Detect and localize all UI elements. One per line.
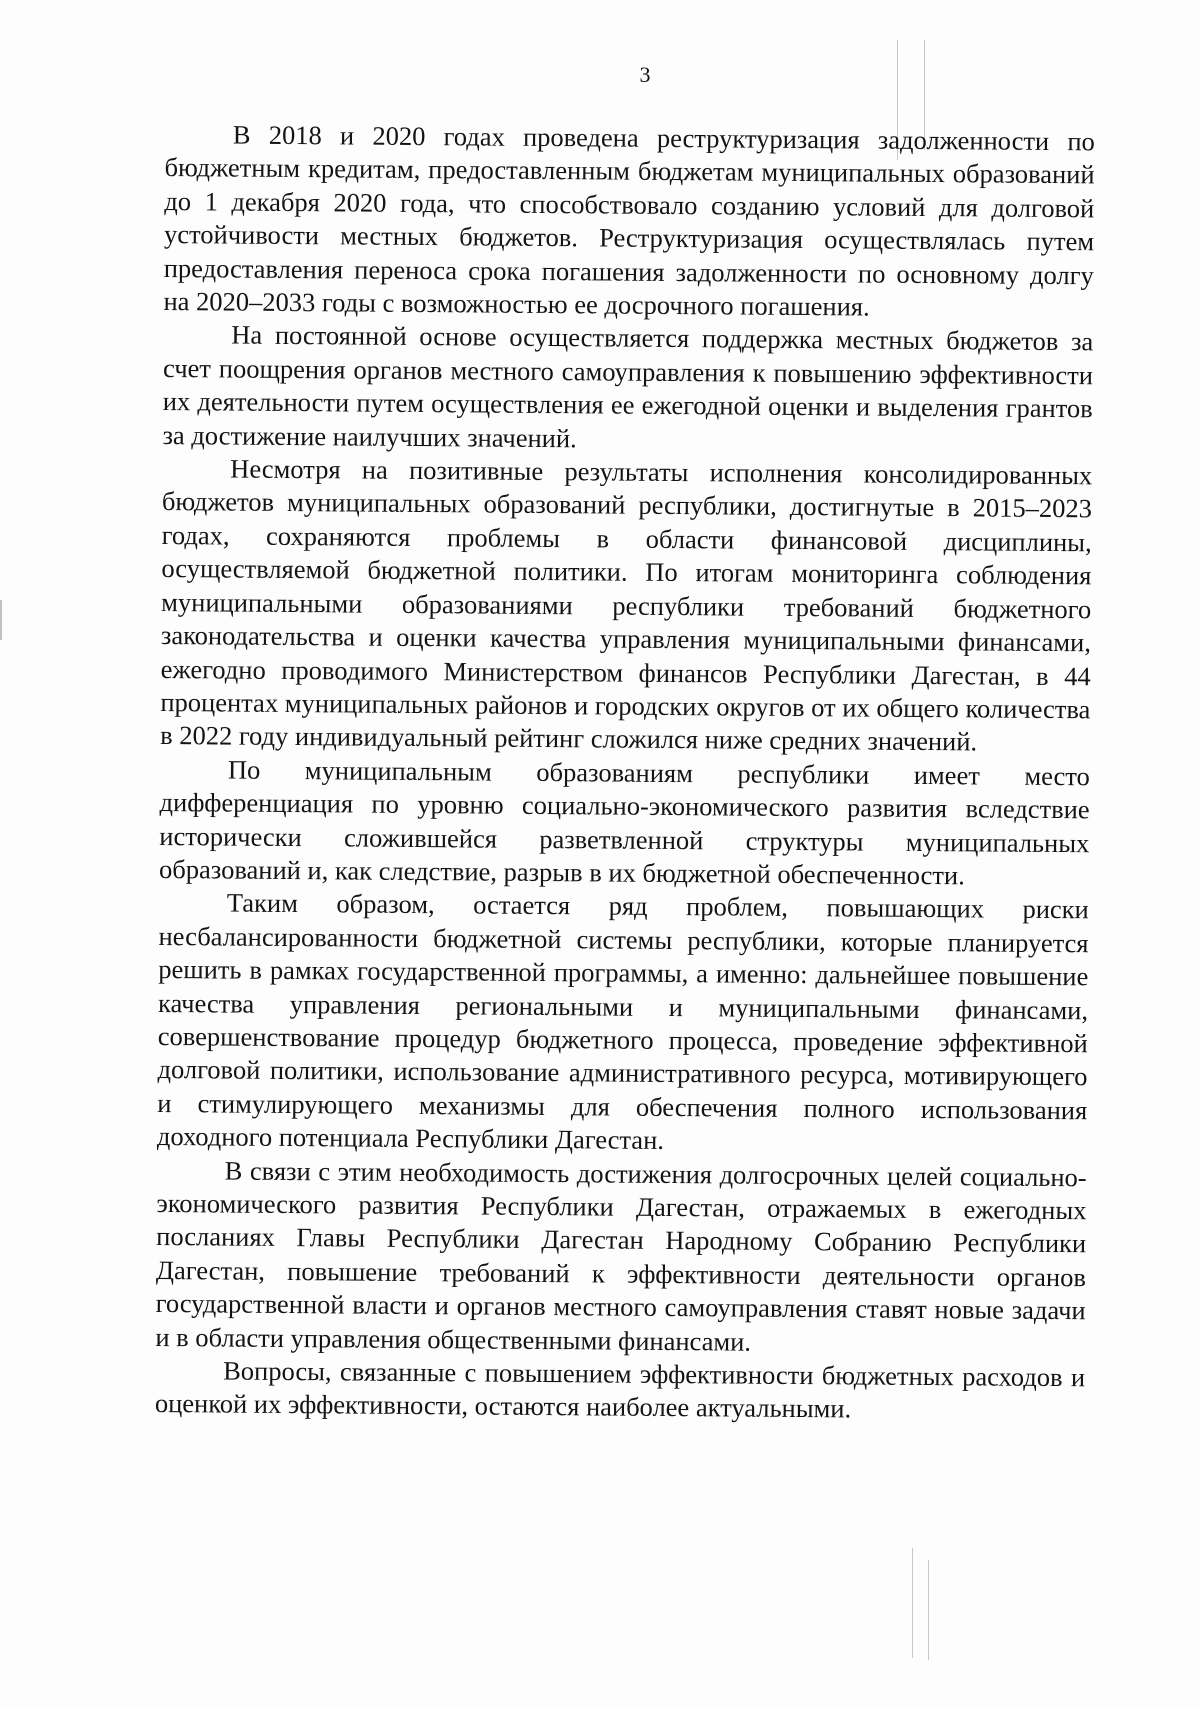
document-body xyxy=(155,118,1095,1428)
paragraph-problems: Таким образом, остается ряд проблем, повышающих риски несбалансированности бюджетной системы республики, которые планируется решить в рамках государственной программы, а именно: дальнейшее повышение качества управления региональными и муниципальными финансами, совершенствование процедур бюджетного процесса, проведение эффективной долговой политики, использование административного ресурса, мотивирующего и стимулирующего механизмы для обеспечения полного использования доходного потенциала Республики Дагестан. xyxy=(156,887,1089,1156)
paragraph-financial-discipline: Несмотря на позитивные результаты исполнения консолидированных бюджетов муниципальных образований республики, достигнутые в 2015–2023 годах, сохраняются проблемы в области финансовой дисциплины, осуществляемой бюджетной политики. По итогам мониторинга соблюдения муниципальными образованиями республики требований бюджетного законодательства и оценки качества управления муниципальными финансами, ежегодно проводимого Министерством финансов Республики Дагестан, в 44 процентах муниципальных районов и городских округов от их общего количества в 2022 году индивидуальный рейтинг сложился ниже средних значений. xyxy=(160,453,1093,757)
paragraph-restructuring: В 2018 и 2020 годах проведена реструктуризация задолженности по бюджетным кредитам, предоставленным бюджетам муниципальных образований до 1 декабря 2020 года, что способствовало созданию условий для долговой устойчивости местных бюджетов. Реструктуризация осуществлялась путем предоставления переноса срока погашения задолженности по основному долгу на 2020–2033 годы с возможностью ее досрочного погашения. xyxy=(163,119,1095,322)
page-number: 3 xyxy=(639,62,651,87)
paragraph-local-budget-support: На постоянной основе осуществляется поддержка местных бюджетов за счет поощрения органов местного самоуправления к повышению эффективности их деятельности путем осуществления ее ежегодной оценки и выделения грантов за достижение наилучших значений. xyxy=(162,319,1094,453)
paragraph-differentiation: По муниципальным образованиям республики имеет место дифференциация по уровню социально-экономического развития вследствие исторически сложившейся разветвленной структуры муниципальных образований и, как следствие, разрыв в их бюджетной обеспеченности. xyxy=(158,754,1090,891)
scan-edge-mark xyxy=(0,600,2,640)
scan-artifact-line xyxy=(928,1560,929,1660)
paragraph-long-term-goals: В связи с этим необходимость достижения долгосрочных целей социально-экономического развития Республики Дагестан, отражаемых в ежегодных посланиях Главы Республики Дагестан Народному Собранию Республики Дагестан, повышение требований к эффективности деятельности органов государственной власти и органов местного самоуправления ставят новые задачи и в области управления общественными финансами. xyxy=(155,1155,1087,1357)
scan-artifact-line xyxy=(912,1548,913,1658)
paragraph-efficiency-questions: Вопросы, связанные с повышением эффективности бюджетных расходов и оценкой их эффективности, остаются наиболее актуальными. xyxy=(154,1355,1086,1424)
